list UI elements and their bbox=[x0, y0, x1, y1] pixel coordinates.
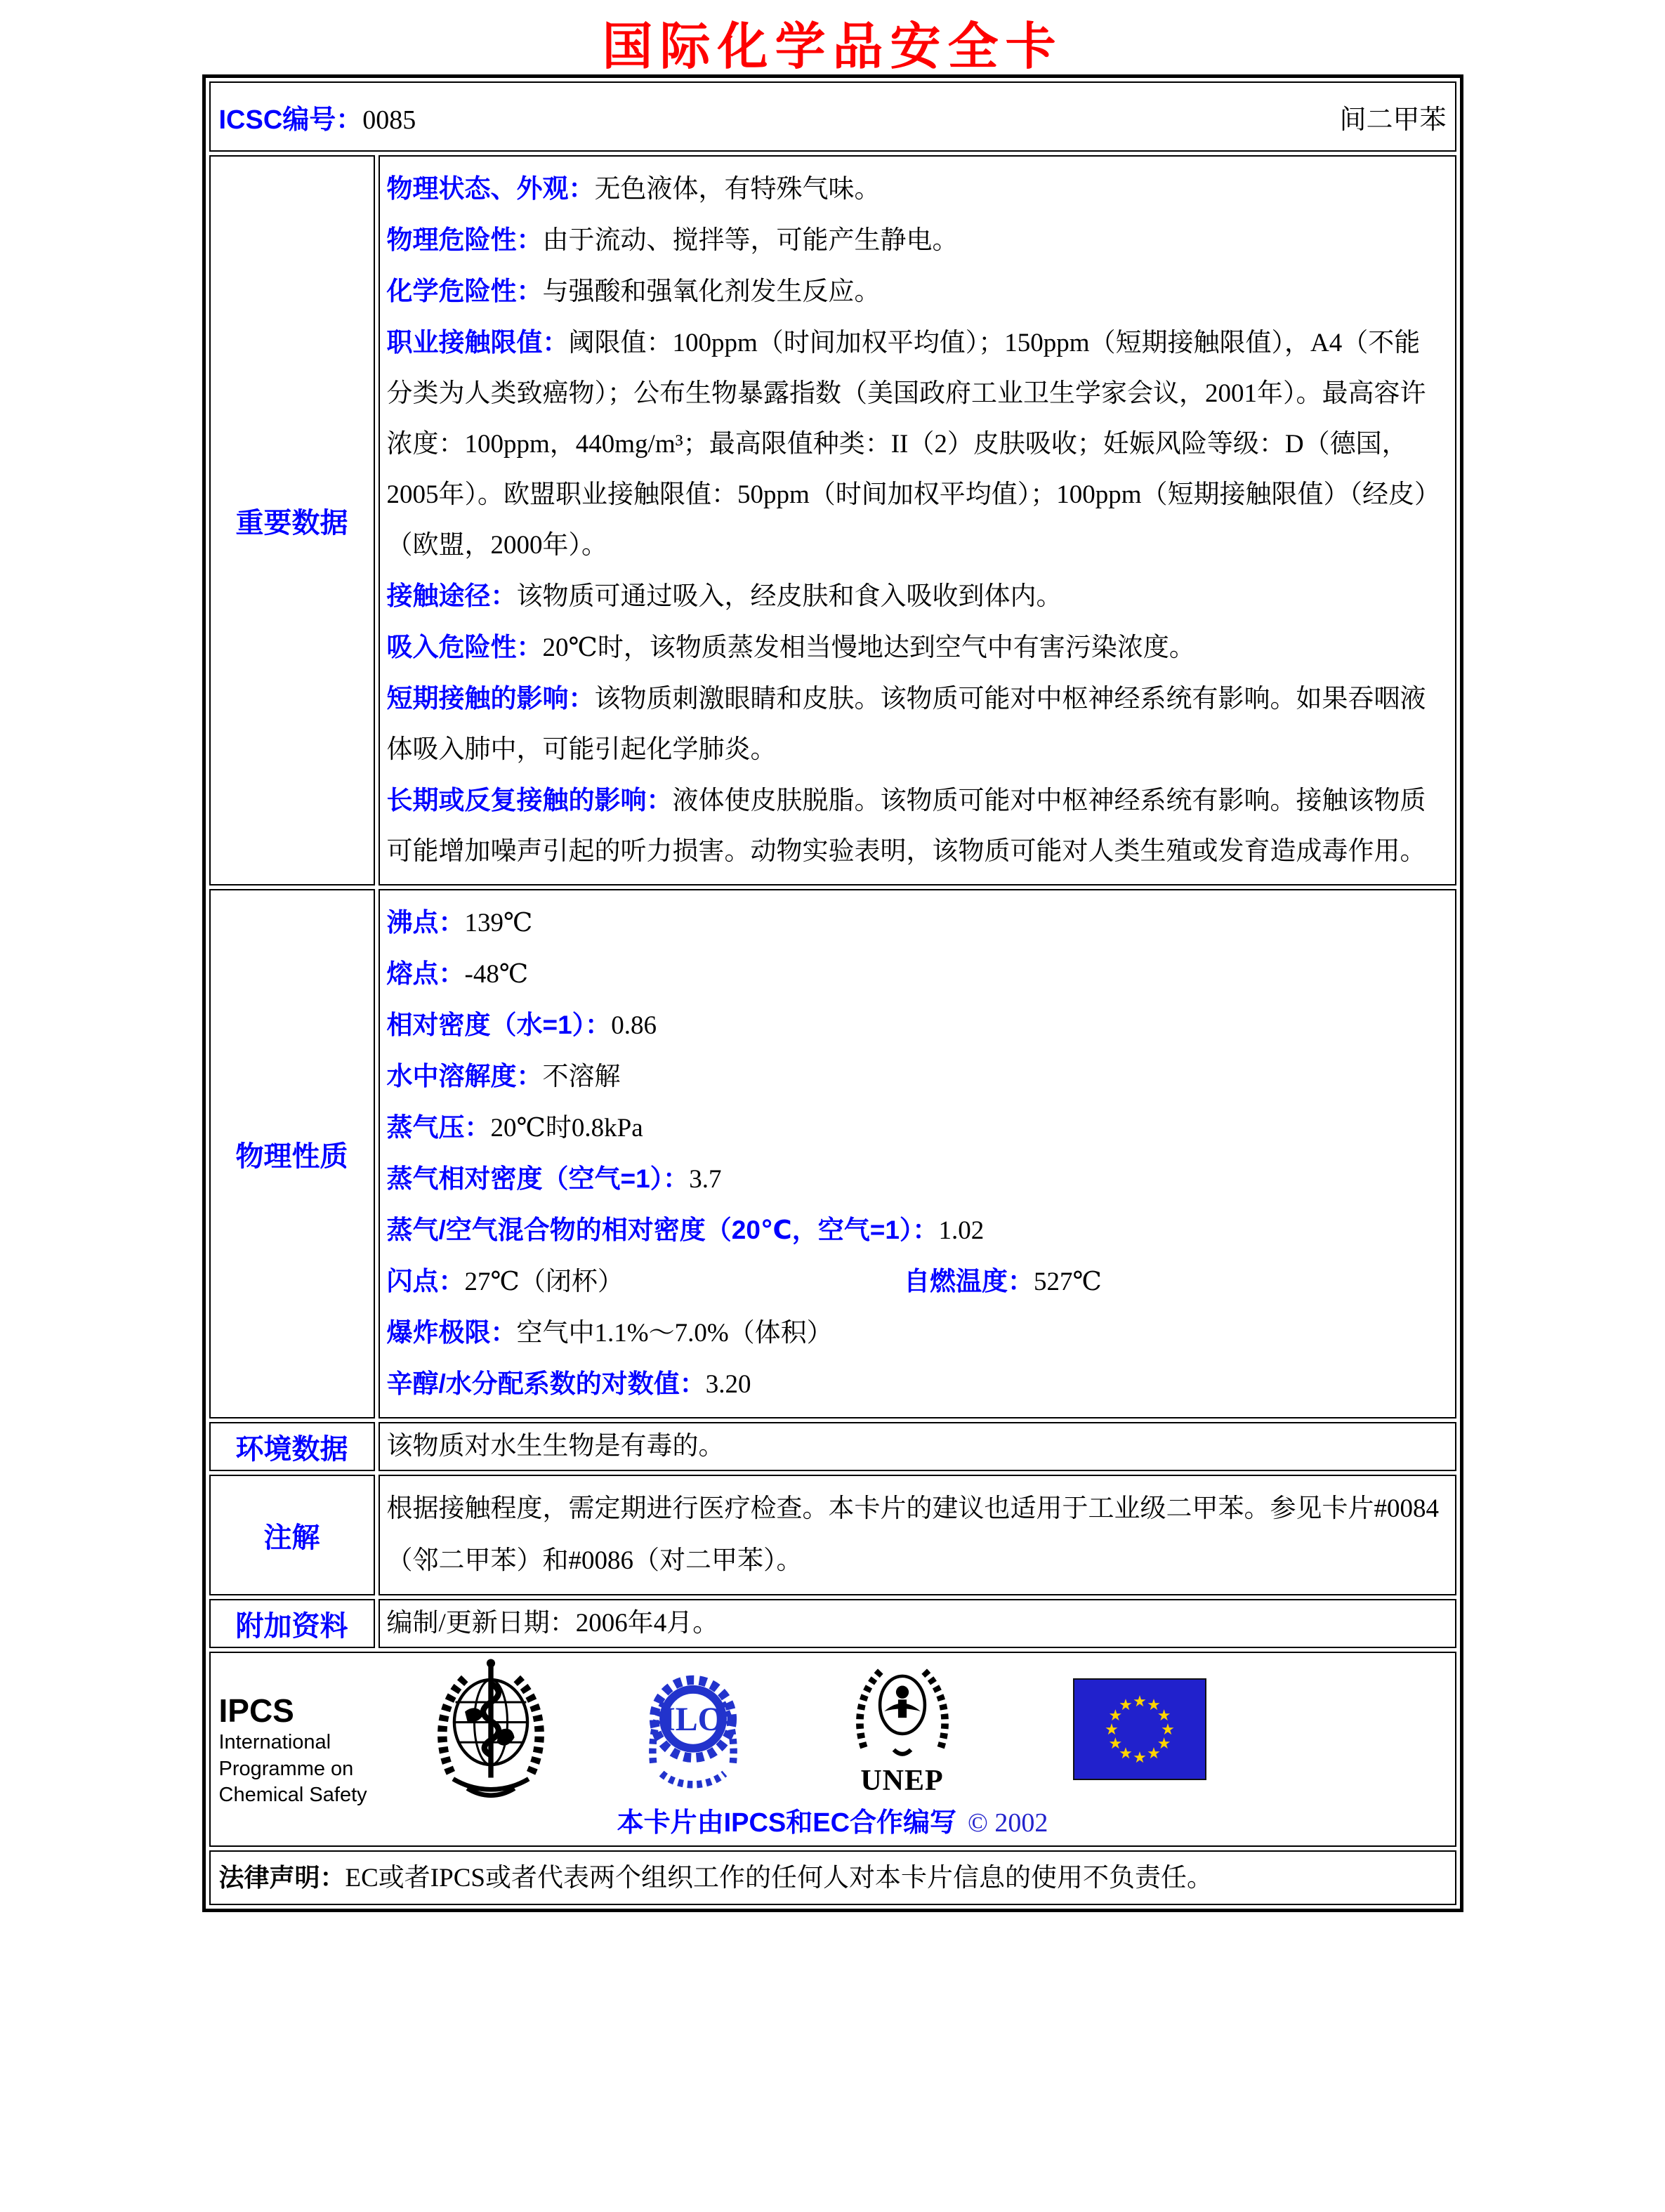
notes-content: 根据接触程度，需定期进行医疗检查。本卡片的建议也适用于工业级二甲苯。参见卡片#0084（邻二甲苯）和#0086（对二甲苯）。 bbox=[379, 1475, 1456, 1595]
eu-flag-icon bbox=[1073, 1678, 1206, 1780]
section-label-additional: 附加资料 bbox=[209, 1599, 375, 1648]
property-value: 不溶解 bbox=[542, 1062, 621, 1091]
footer-row bbox=[209, 1652, 1456, 1847]
property-label: 沸点： bbox=[386, 908, 465, 937]
field-text: 20℃时，该物质蒸发相当慢地达到空气中有害污染浓度。 bbox=[542, 633, 1195, 662]
property-label: 爆炸极限： bbox=[386, 1318, 517, 1347]
property-line bbox=[387, 1359, 1442, 1410]
field-text: 阈限值：100ppm（时间加权平均值）；150ppm（短期接触限值），A4（不能分类为人类致癌物）；公布生物暴露指数（美国政府工业卫生学家会议，2001年）。最高容许浓度：100ppm，440mg/m³；最高限值种类：II（2）皮肤吸收；妊娠风险等级：D（德国，2005年）。欧盟职业接触限值：50ppm（时间加权平均值）；100ppm（短期接触限值）（经皮）（欧盟，2000年）。 bbox=[386, 329, 1441, 560]
ipcs-line: International bbox=[218, 1730, 331, 1753]
legal-label: 法律声明： bbox=[218, 1862, 345, 1892]
data-paragraph bbox=[387, 266, 1442, 317]
flash-point-pair bbox=[387, 1268, 624, 1296]
field-text: 液体使皮肤脱脂。该物质可能对中枢神经系统有影响。接触该物质可能增加噪声引起的听力损害。动物实验表明，该物质可能对人类生殖或发育造成毒作用。 bbox=[386, 786, 1426, 866]
ilo-emblem-icon bbox=[640, 1664, 746, 1798]
data-paragraph bbox=[387, 317, 1442, 571]
property-value: 20℃时0.8kPa bbox=[490, 1114, 643, 1143]
header-row bbox=[209, 81, 1456, 152]
data-paragraph bbox=[387, 571, 1442, 622]
header-cell bbox=[209, 81, 1456, 152]
physical-properties-row bbox=[209, 889, 1456, 1418]
section-label-notes: 注解 bbox=[209, 1475, 375, 1595]
property-value: 3.20 bbox=[705, 1370, 751, 1399]
caption-text: 本卡片由IPCS和EC合作编写 bbox=[617, 1808, 957, 1838]
property-line bbox=[387, 897, 1442, 949]
svg-text:★: ★ bbox=[1157, 1707, 1171, 1725]
icsc-number-group bbox=[219, 98, 416, 136]
property-value: 27℃（闭杯） bbox=[464, 1268, 624, 1296]
property-line bbox=[387, 1205, 1442, 1256]
svg-text:★: ★ bbox=[1108, 1735, 1122, 1753]
important-data-content bbox=[379, 155, 1456, 886]
svg-text:★: ★ bbox=[1132, 1693, 1147, 1711]
footer-caption bbox=[211, 1800, 1455, 1839]
icsc-number-value: 0085 bbox=[362, 105, 416, 135]
svg-text:★: ★ bbox=[1108, 1707, 1122, 1725]
copyright-text: © 2002 bbox=[968, 1808, 1048, 1838]
svg-text:★: ★ bbox=[1146, 1697, 1161, 1714]
property-label: 闪点： bbox=[386, 1267, 465, 1296]
section-label-important: 重要数据 bbox=[209, 155, 375, 886]
property-value: 1.02 bbox=[938, 1216, 985, 1245]
data-paragraph bbox=[387, 215, 1442, 266]
header-flex bbox=[211, 83, 1455, 150]
property-line bbox=[387, 1051, 1442, 1102]
svg-text:★: ★ bbox=[1157, 1735, 1171, 1753]
property-value: 527℃ bbox=[1033, 1268, 1102, 1296]
field-text: 该物质可通过吸入，经皮肤和食入吸收到体内。 bbox=[516, 582, 1062, 611]
ipcs-heading: IPCS bbox=[218, 1692, 294, 1729]
data-paragraph bbox=[387, 673, 1442, 775]
physical-properties-content bbox=[379, 889, 1456, 1418]
ipcs-line: Programme on bbox=[218, 1757, 354, 1780]
data-paragraph bbox=[387, 775, 1442, 877]
icsc-card-table bbox=[202, 74, 1463, 1912]
property-line bbox=[387, 1000, 1442, 1051]
section-label-environment: 环境数据 bbox=[209, 1422, 375, 1471]
property-label: 自燃温度： bbox=[903, 1267, 1034, 1296]
chemical-name: 间二甲苯 bbox=[1339, 105, 1447, 135]
property-value: 0.86 bbox=[611, 1011, 657, 1040]
property-label: 熔点： bbox=[386, 959, 465, 988]
field-text: 该物质刺激眼睛和皮肤。该物质可能对中枢神经系统有影响。如果吞咽液体吸入肺中，可能引起化学肺炎。 bbox=[386, 685, 1426, 764]
ipcs-block bbox=[219, 1692, 367, 1809]
property-value: -48℃ bbox=[464, 960, 529, 989]
who-emblem-icon bbox=[432, 1657, 550, 1806]
svg-text:★: ★ bbox=[1118, 1697, 1133, 1714]
field-label: 化学危险性： bbox=[386, 277, 543, 305]
property-label: 水中溶解度： bbox=[386, 1062, 543, 1091]
property-line bbox=[387, 1308, 1442, 1359]
legal-row bbox=[209, 1850, 1456, 1905]
additional-info-row bbox=[209, 1599, 1456, 1648]
property-label: 蒸气/空气混合物的相对密度（20℃，空气=1）： bbox=[386, 1216, 939, 1244]
property-value: 139℃ bbox=[464, 909, 533, 937]
unep-block bbox=[843, 1656, 962, 1796]
ipcs-line: Chemical Safety bbox=[218, 1784, 367, 1807]
field-label: 短期接触的影响： bbox=[386, 684, 595, 713]
page-title: 国际化学品安全卡 bbox=[602, 16, 1063, 76]
svg-text:★: ★ bbox=[1118, 1745, 1133, 1763]
ilo-monogram: ILO bbox=[662, 1701, 724, 1739]
field-label: 物理危险性： bbox=[386, 225, 543, 254]
property-line-flashpoint bbox=[387, 1256, 1442, 1308]
property-label: 辛醇/水分配系数的对数值： bbox=[386, 1369, 706, 1398]
environment-content: 该物质对水生生物是有毒的。 bbox=[379, 1422, 1456, 1471]
svg-text:★: ★ bbox=[1104, 1721, 1119, 1739]
icsc-number-label: ICSC编号： bbox=[218, 105, 363, 135]
field-text: 无色液体，有特殊气味。 bbox=[594, 175, 881, 204]
data-paragraph bbox=[387, 622, 1442, 673]
property-value: 3.7 bbox=[689, 1165, 722, 1194]
svg-text:★: ★ bbox=[1146, 1745, 1161, 1763]
property-line bbox=[387, 949, 1442, 1000]
legal-cell bbox=[209, 1850, 1456, 1905]
additional-info-content: 编制/更新日期：2006年4月。 bbox=[379, 1599, 1456, 1648]
field-text: 由于流动、搅拌等，可能产生静电。 bbox=[542, 226, 959, 255]
notes-row bbox=[209, 1475, 1456, 1595]
svg-text:★: ★ bbox=[1132, 1749, 1147, 1767]
data-paragraph bbox=[387, 164, 1442, 215]
footer-cell bbox=[209, 1652, 1456, 1847]
property-value: 空气中1.1%～7.0%（体积） bbox=[516, 1319, 833, 1348]
field-label: 物理状态、外观： bbox=[386, 174, 595, 203]
environment-row bbox=[209, 1422, 1456, 1471]
field-label: 吸入危险性： bbox=[386, 633, 543, 661]
unep-emblem-icon bbox=[849, 1656, 956, 1763]
autoignition-pair bbox=[904, 1256, 1102, 1308]
property-label: 相对密度（水=1）： bbox=[386, 1010, 612, 1039]
important-data-row bbox=[209, 155, 1456, 886]
property-line bbox=[387, 1102, 1442, 1154]
section-label-physical: 物理性质 bbox=[209, 889, 375, 1418]
property-line bbox=[387, 1154, 1442, 1205]
property-label: 蒸气相对密度（空气=1）： bbox=[386, 1164, 690, 1193]
property-label: 蒸气压： bbox=[386, 1113, 491, 1142]
field-label: 接触途径： bbox=[386, 581, 517, 610]
legal-text: EC或者IPCS或者代表两个组织工作的任何人对本卡片信息的使用不负责任。 bbox=[345, 1863, 1213, 1892]
field-text: 与强酸和强氧化剂发生反应。 bbox=[542, 277, 881, 306]
field-label: 职业接触限值： bbox=[386, 328, 569, 357]
unep-wordmark: UNEP bbox=[860, 1765, 944, 1797]
field-label: 长期或反复接触的影响： bbox=[386, 786, 673, 815]
svg-text:★: ★ bbox=[1160, 1721, 1175, 1739]
